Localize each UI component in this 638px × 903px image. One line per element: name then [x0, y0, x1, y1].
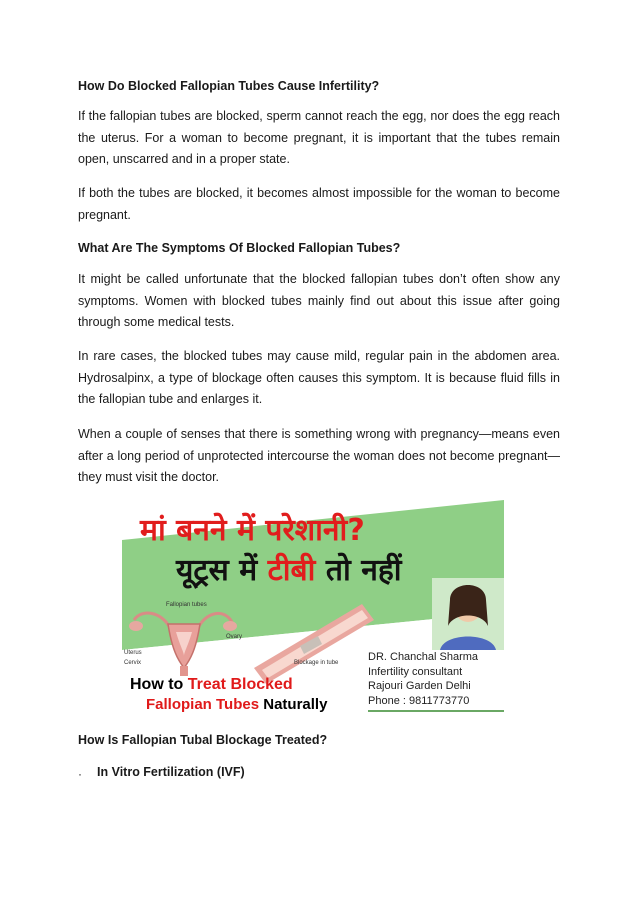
- banner-hindi-line-1: मां बनने में परेशानी?: [140, 513, 365, 548]
- heading-symptoms: What Are The Symptoms Of Blocked Fallopian Tubes?: [78, 241, 401, 255]
- paragraph-rare-cases: In rare cases, the blocked tubes may cause mild, regular pain in the abdomen area. Hydrosalpinx, a type of blockage often causes this symptom. It is because fluid fills in the fallopian tube and enlarges it.: [78, 349, 560, 406]
- doctor-phone: Phone : 9811773770: [368, 694, 470, 707]
- doctor-location: Rajouri Garden Delhi: [368, 680, 471, 692]
- title-how-to: How to: [130, 676, 188, 693]
- title-treat-blocked: Treat Blocked: [187, 676, 293, 693]
- label-blockage-in-tube: Blockage in tube: [294, 660, 339, 666]
- doctor-portrait: [432, 578, 504, 650]
- doctor-title: Infertility consultant: [368, 665, 463, 678]
- title-naturally: Naturally: [259, 696, 328, 713]
- doctor-info: [368, 650, 478, 708]
- banner-title-line-1: [130, 676, 293, 694]
- hindi-line-2-part-a: यूट्रस में: [176, 553, 268, 588]
- bullet-marker: ·: [78, 767, 82, 781]
- banner-title-line-2: [146, 696, 327, 713]
- paragraph-both-tubes: If both the tubes are blocked, it becomes almost impossible for the woman to become pregnant.: [78, 186, 560, 222]
- bullet-ivf: In Vitro Fertilization (IVF): [97, 765, 245, 779]
- heading-treatment: How Is Fallopian Tubal Blockage Treated?: [78, 733, 328, 747]
- paragraph-no-symptoms: It might be called unfortunate that the blocked fallopian tubes don’t often show any symptoms. Women with blocked tubes mainly find out about this issue after going through some medical tests.: [78, 272, 560, 329]
- heading-blocked-tubes-infertility: How Do Blocked Fallopian Tubes Cause Infertility?: [78, 79, 380, 93]
- hindi-line-2-part-c: तो नहीं: [315, 553, 402, 588]
- hindi-line-2-part-b: टीबी: [267, 553, 316, 588]
- promo-banner-image: [122, 500, 504, 716]
- paragraph-visit-doctor: When a couple of senses that there is something wrong with pregnancy—means even after a long period of unprotected intercourse the woman does not become pregnant—they must visit the doctor.: [78, 427, 560, 484]
- paragraph-tubes-blocked: If the fallopian tubes are blocked, sperm cannot reach the egg, nor does the egg reach the uterus. For a woman to become pregnant, it is important that the tubes remain open, unscarred and in a proper state.: [78, 109, 560, 166]
- label-fallopian-tubes: Fallopian tubes: [166, 602, 207, 608]
- label-ovary: Ovary: [226, 634, 243, 640]
- label-cervix: Cervix: [124, 660, 142, 666]
- banner-hindi-line-2: [176, 548, 402, 589]
- label-uterus: Uterus: [124, 650, 142, 656]
- title-fallopian-tubes: Fallopian Tubes: [146, 696, 260, 713]
- doctor-name: DR. Chanchal Sharma: [368, 651, 479, 663]
